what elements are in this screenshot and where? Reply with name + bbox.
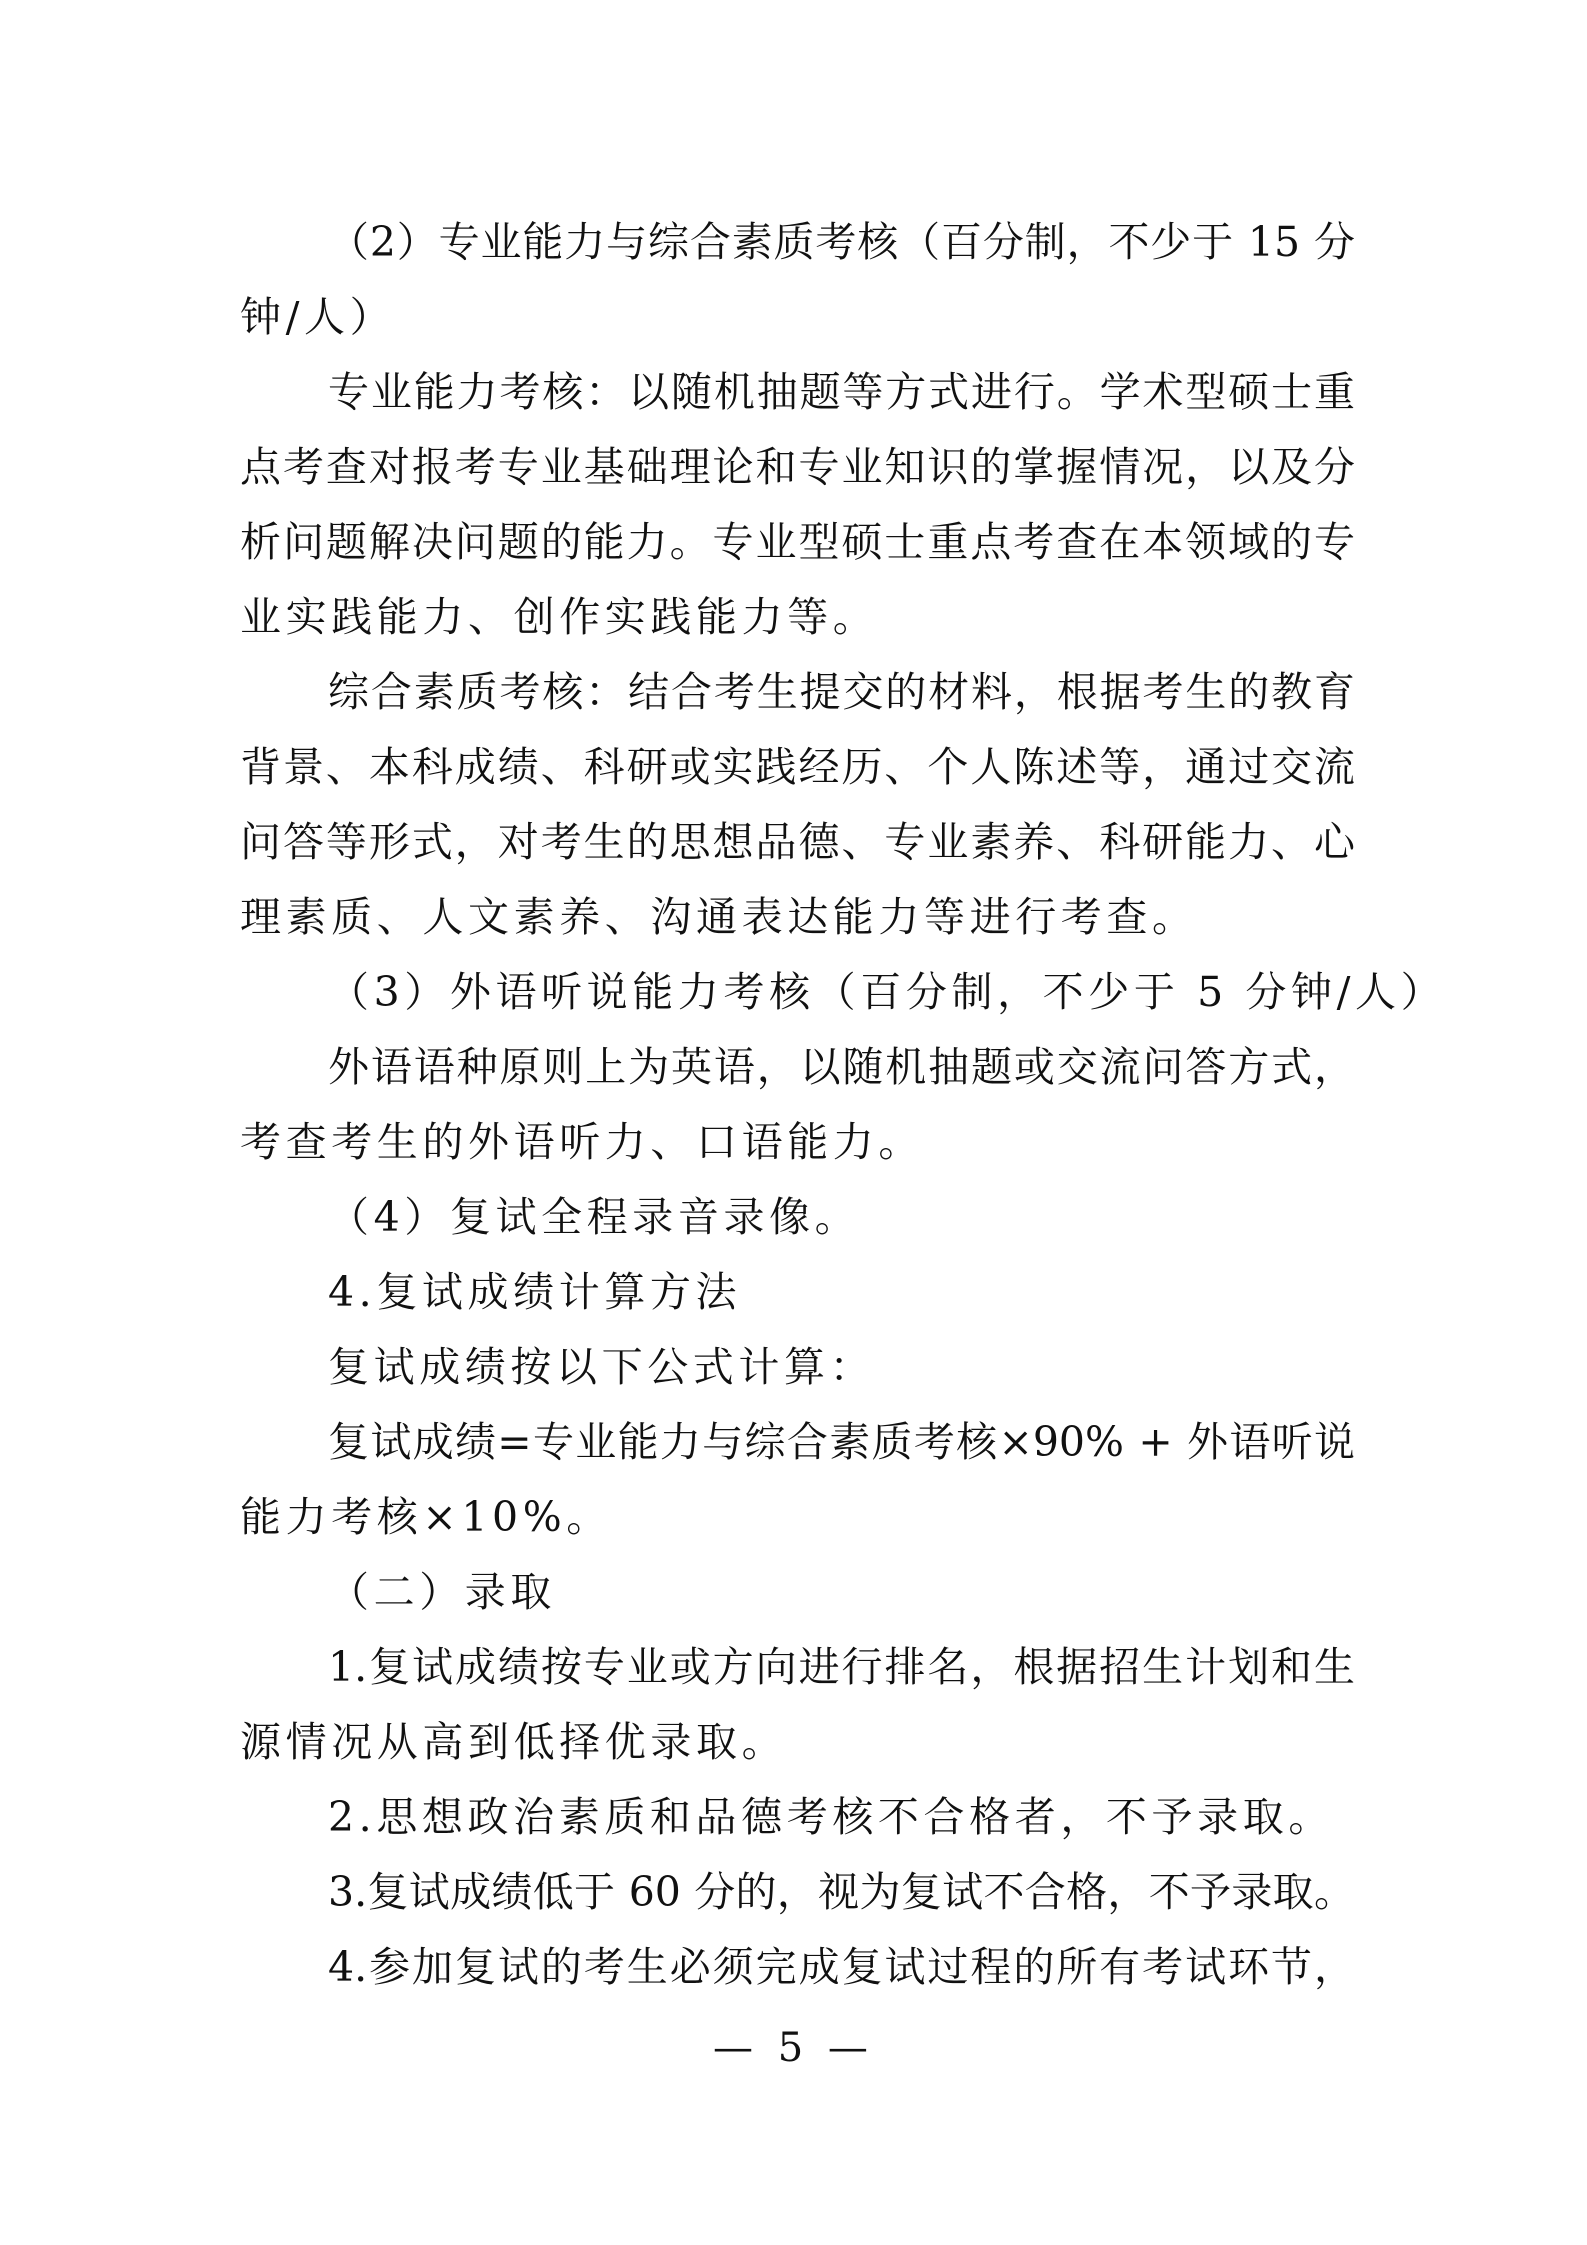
text-line: 综合素质考核：结合考生提交的材料，根据考生的教育 <box>328 668 1355 716</box>
text-line: 析问题解决问题的能力。专业型硕士重点考查在本领域的专 <box>240 518 1355 566</box>
text-line: 理素质、人文素养、沟通表达能力等进行考查。 <box>240 893 1198 941</box>
text-line: 专业能力考核：以随机抽题等方式进行。学术型硕士重 <box>328 368 1355 416</box>
text-line: 源情况从高到低择优录取。 <box>240 1718 788 1766</box>
text-line: 考查考生的外语听力、口语能力。 <box>240 1118 924 1166</box>
text-line: 复试成绩=专业能力与综合素质考核×90% + 外语听说 <box>328 1418 1355 1466</box>
text-line: 3.复试成绩低于 60 分的，视为复试不合格，不予录取。 <box>328 1868 1355 1916</box>
text-line: （2）专业能力与综合素质考核（百分制，不少于 15 分 <box>328 218 1355 266</box>
text-line: 点考查对报考专业基础理论和专业知识的掌握情况，以及分 <box>240 443 1355 491</box>
text-line: 能力考核×10%。 <box>240 1493 612 1541</box>
text-line: 4.参加复试的考生必须完成复试过程的所有考试环节， <box>328 1943 1355 1991</box>
text-line: 钟/人） <box>240 293 396 341</box>
document-page <box>240 205 1447 2005</box>
text-line: 复试成绩按以下公式计算： <box>328 1343 876 1391</box>
page-number: — 5 — <box>713 2025 874 2071</box>
text-line: 4.复试成绩计算方法 <box>328 1268 742 1316</box>
text-line: 2.思想政治素质和品德考核不合格者，不予录取。 <box>328 1793 1334 1841</box>
text-line: （3）外语听说能力考核（百分制，不少于 5 分钟/人） <box>328 968 1447 1016</box>
text-line: 问答等形式，对考生的思想品德、专业素养、科研能力、心 <box>240 818 1355 866</box>
text-line: 1.复试成绩按专业或方向进行排名，根据招生计划和生 <box>328 1643 1355 1691</box>
text-line: （二）录取 <box>328 1568 556 1616</box>
text-line: 外语语种原则上为英语，以随机抽题或交流问答方式， <box>328 1043 1355 1091</box>
text-line: 背景、本科成绩、科研或实践经历、个人陈述等，通过交流 <box>240 743 1355 791</box>
text-line: （4）复试全程录音录像。 <box>328 1193 861 1241</box>
text-line: 业实践能力、创作实践能力等。 <box>240 593 879 641</box>
document-body <box>240 205 1447 2005</box>
